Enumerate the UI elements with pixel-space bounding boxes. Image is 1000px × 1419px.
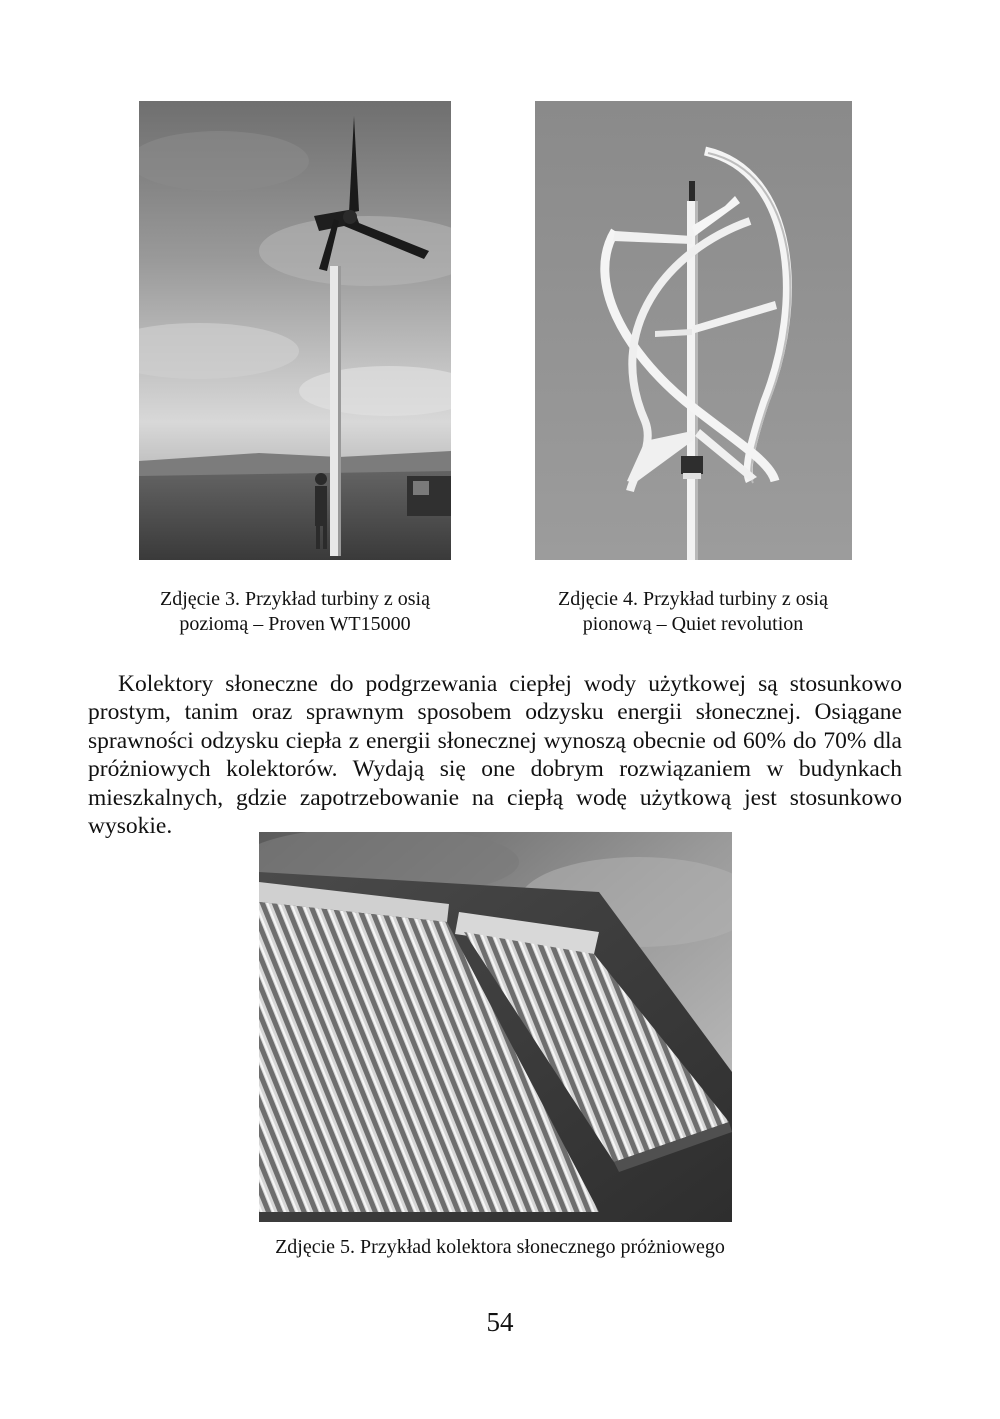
photo3-caption-line1: Zdjęcie 3. Przykład turbiny z osią xyxy=(160,588,430,610)
photo-vacuum-solar-collector xyxy=(259,832,732,1222)
page-number: 54 xyxy=(486,1307,514,1337)
photo4-caption-line2: pionową – Quiet revolution xyxy=(582,613,804,635)
photo-vertical-axis-turbine xyxy=(535,101,852,560)
photo-horizontal-axis-turbine xyxy=(139,101,451,560)
photo5-caption: Zdjęcie 5. Przykład kolektora słonecznego próżniowego xyxy=(275,1236,725,1258)
photo3-caption xyxy=(120,587,470,637)
body-paragraph: Kolektory słoneczne do podgrzewania ciepłej wody użytkowej są stosunkowo prostym, tanim oraz sprawnym sposobem odzysku energii słonecznej. Osiągane sprawności odzysku ciepła z energii słonecznej wynoszą obecnie od 60% do 70% dla próżniowych kolektorów. Wydają się one dobrym rozwiązaniem w budynkach mieszkalnych, gdzie zapotrzebowanie na ciepłą wodę użytkową jest stosunkowo wysokie. xyxy=(88,671,902,840)
photo4-caption-line1: Zdjęcie 4. Przykład turbiny z osią xyxy=(558,588,828,610)
photo3-caption-line2: poziomą – Proven WT15000 xyxy=(179,613,411,635)
photo4-caption xyxy=(518,587,868,637)
